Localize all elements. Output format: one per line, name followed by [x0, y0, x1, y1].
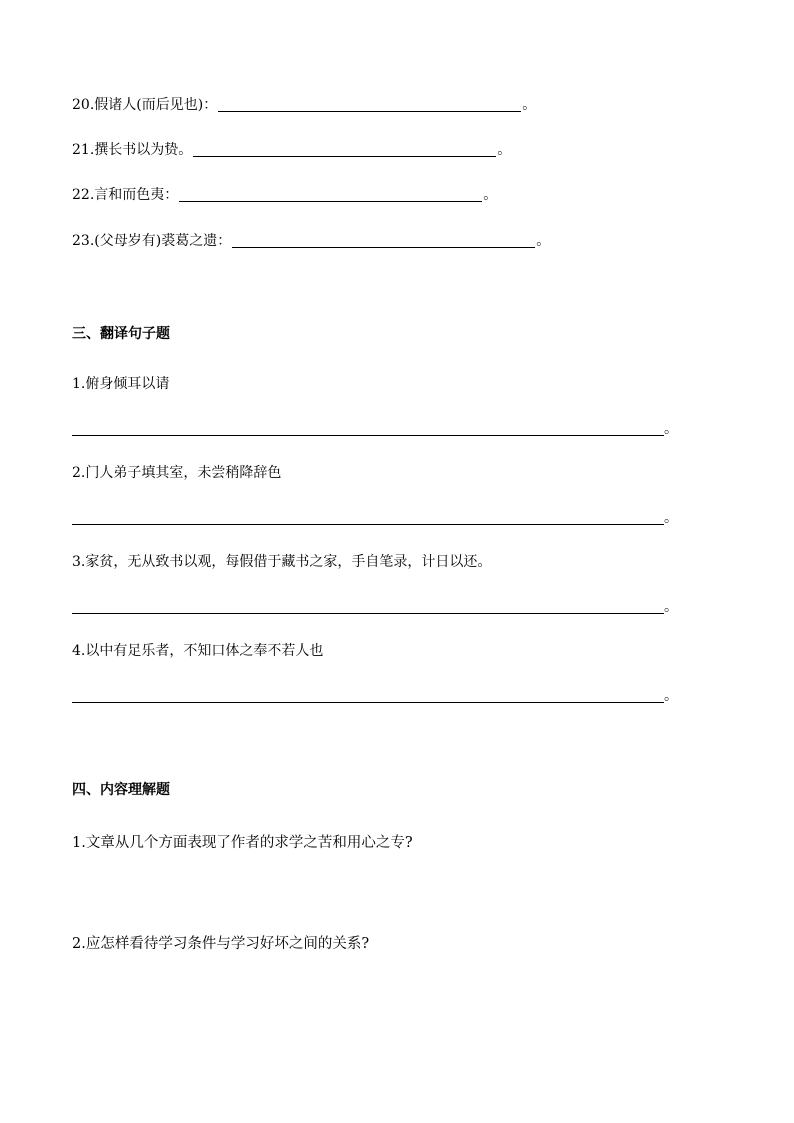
translation-question-2: 2.门人弟子填其室，未尝稍降辞色	[72, 465, 282, 481]
translation-answer-1	[72, 421, 678, 436]
fill-blank-prompt: 23.(父母岁有)裘葛之遗：	[72, 233, 232, 249]
fill-blank-end: 。	[536, 233, 551, 249]
answer-end: 。	[664, 510, 678, 526]
fill-blank-end: 。	[522, 97, 537, 113]
answer-blank[interactable]	[72, 688, 664, 703]
translation-question-3: 3.家贫，无从致书以观，每假借于藏书之家，手自笔录，计日以还。	[72, 554, 492, 570]
fill-blank-prompt: 20.假诸人(而后见也)：	[72, 97, 218, 113]
answer-blank[interactable]	[193, 142, 496, 157]
fill-blank-prompt: 22.言和而色夷：	[72, 187, 179, 203]
comprehension-question-2: 2.应怎样看待学习条件与学习好坏之间的关系?	[72, 936, 370, 952]
answer-end: 。	[664, 421, 678, 437]
answer-blank[interactable]	[72, 510, 664, 525]
translation-question-4: 4.以中有足乐者，不知口体之奉不若人也	[72, 643, 324, 659]
fill-blank-end: 。	[497, 142, 512, 158]
answer-blank[interactable]	[72, 421, 664, 436]
fill-blank-21	[72, 141, 511, 159]
fill-blank-20	[72, 96, 536, 114]
translation-answer-4	[72, 688, 678, 703]
fill-blank-prompt: 21.撰长书以为贽。	[72, 142, 193, 158]
comprehension-question-1: 1.文章从几个方面表现了作者的求学之苦和用心之专?	[72, 835, 413, 851]
section-title-comprehension: 四、内容理解题	[72, 782, 170, 798]
translation-answer-2	[72, 510, 678, 525]
translation-answer-3	[72, 599, 678, 614]
fill-blank-end: 。	[483, 187, 498, 203]
fill-blank-22	[72, 186, 497, 204]
answer-blank[interactable]	[218, 97, 521, 112]
answer-blank[interactable]	[72, 599, 664, 614]
section-title-translation: 三、翻译句子题	[72, 326, 170, 342]
answer-end: 。	[664, 688, 678, 704]
answer-end: 。	[664, 599, 678, 615]
answer-blank[interactable]	[232, 233, 535, 248]
answer-blank[interactable]	[179, 187, 482, 202]
fill-blank-23	[72, 232, 550, 250]
translation-question-1: 1.俯身倾耳以请	[72, 376, 170, 392]
